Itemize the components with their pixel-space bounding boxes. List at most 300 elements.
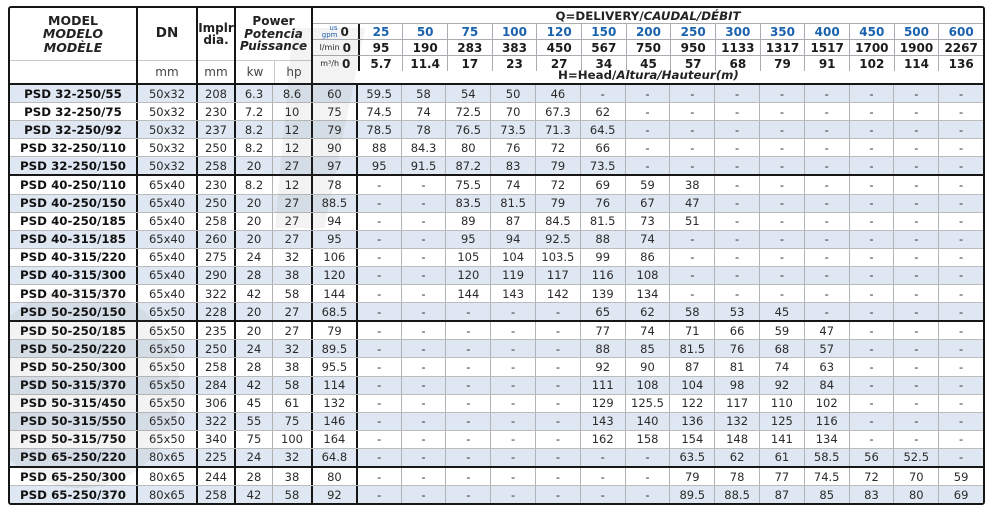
head-value-cell: - xyxy=(490,322,535,339)
model-cell: PSD 65-250/300 xyxy=(20,469,126,484)
head-value-cell: - xyxy=(804,103,849,120)
head-value-cell: - xyxy=(625,486,670,503)
delivery-value: 0 xyxy=(342,40,352,55)
table-row xyxy=(10,486,983,503)
delivery-header-cell xyxy=(849,24,894,39)
head-value-cell: - xyxy=(938,377,983,394)
head-value-cell: 104 xyxy=(490,249,535,266)
delivery-header-cell xyxy=(760,40,805,55)
head-value-cell: - xyxy=(938,176,983,193)
head-value-cell: - xyxy=(714,285,759,302)
delivery-header-cell xyxy=(358,56,403,71)
delivery-value: 75 xyxy=(461,24,479,39)
head-value-cell: - xyxy=(356,486,401,503)
delivery-header-cell xyxy=(670,40,715,55)
head-value-cell: 79 xyxy=(669,468,714,485)
head-value-cell: 59 xyxy=(938,468,983,485)
impeller-dia-cell: 258 xyxy=(196,157,234,174)
delivery-value: 383 xyxy=(501,40,528,55)
delivery-header-cell xyxy=(447,24,492,39)
head-value-cell: 72 xyxy=(535,139,580,156)
power-label-fr: Puissance xyxy=(239,39,308,54)
head-value-cell: 116 xyxy=(804,413,849,430)
power-hp-cell: 10 xyxy=(272,103,311,120)
power-hp-cell: 32 xyxy=(272,449,311,466)
head-value-cell: 143 xyxy=(580,413,625,430)
power-hp-cell: 27 xyxy=(272,231,311,248)
head-value-cell: 67.3 xyxy=(535,103,580,120)
head-value-cell: - xyxy=(625,103,670,120)
head-value-cell: - xyxy=(535,431,580,448)
delivery-header-cell xyxy=(760,24,805,39)
head-value-cell: - xyxy=(625,157,670,174)
head-value-cell: - xyxy=(535,358,580,375)
model-cell: PSD 65-250/370 xyxy=(20,487,126,502)
head-value-cell: 95 xyxy=(356,157,401,174)
head-value-cell: - xyxy=(938,322,983,339)
head-value-cell: 81 xyxy=(714,358,759,375)
delivery-header-cell xyxy=(894,24,939,39)
delivery-header-cell xyxy=(581,24,626,39)
head-value-cell: - xyxy=(849,303,894,320)
head-value-cell: - xyxy=(849,267,894,284)
dn-cell: 65x50 xyxy=(136,340,196,357)
model-cell: PSD 50-250/150 xyxy=(20,304,126,319)
head-value-cell: - xyxy=(849,121,894,138)
head-value-cell: 71 xyxy=(669,322,714,339)
head-value-cell: 120 xyxy=(445,267,490,284)
impeller-dia-cell: 244 xyxy=(196,468,234,485)
head-value-cell: - xyxy=(893,176,938,193)
table-row xyxy=(10,195,983,213)
delivery-value: 190 xyxy=(412,40,438,55)
delivery-header-cell xyxy=(536,24,581,39)
head-value-cell: 69 xyxy=(938,486,983,503)
head-value-cell: - xyxy=(401,468,446,485)
head-value-cell: - xyxy=(893,285,938,302)
head-value-cell: - xyxy=(401,377,446,394)
delivery-value: 950 xyxy=(680,40,706,55)
head-value-cell: 61 xyxy=(759,449,804,466)
delivery-header-cell xyxy=(715,40,760,55)
power-kw-cell: 20 xyxy=(234,322,272,339)
head-value-cell: - xyxy=(669,157,714,174)
impeller-dia-cell: 250 xyxy=(196,340,234,357)
head-value-cell: 139 xyxy=(580,285,625,302)
power-hp-cell: 27 xyxy=(272,303,311,320)
head-value-cell: - xyxy=(849,413,894,430)
power-hp-cell: 32 xyxy=(272,249,311,266)
dn-cell: 65x50 xyxy=(136,413,196,430)
impeller-dia-cell: 275 xyxy=(196,249,234,266)
head-value-cell: 106 xyxy=(311,249,356,266)
head-value-cell: 102 xyxy=(804,395,849,412)
table-row xyxy=(10,340,983,358)
dn-cell: 65x40 xyxy=(136,176,196,193)
head-value-cell: 67 xyxy=(625,195,670,212)
head-value-cell: - xyxy=(535,303,580,320)
head-value-cell: - xyxy=(714,157,759,174)
header-delivery xyxy=(311,8,983,83)
delivery-header-cell xyxy=(626,24,671,39)
head-value-cell: - xyxy=(804,213,849,230)
table-row xyxy=(10,267,983,285)
table-header xyxy=(10,8,983,85)
head-value-cell: - xyxy=(445,413,490,430)
head-value-cell: - xyxy=(804,303,849,320)
head-value-cell: - xyxy=(714,249,759,266)
head-value-cell: - xyxy=(893,303,938,320)
delivery-header-cell xyxy=(804,24,849,39)
us-gpm-unit-label: us gpm xyxy=(321,24,338,39)
head-value-cell: - xyxy=(625,85,670,102)
head-value-cell: - xyxy=(849,176,894,193)
head-value-cell: 60 xyxy=(311,85,356,102)
delivery-value: 34 xyxy=(595,56,613,71)
head-value-cell: 85 xyxy=(804,486,849,503)
head-value-cell: - xyxy=(356,322,401,339)
head-value-cell: - xyxy=(356,431,401,448)
table-row xyxy=(10,413,983,431)
head-value-cell: 125 xyxy=(759,413,804,430)
dn-cell: 65x40 xyxy=(136,285,196,302)
head-value-cell: 144 xyxy=(445,285,490,302)
head-value-cell: - xyxy=(669,231,714,248)
head-value-cell: 76 xyxy=(714,340,759,357)
head-value-cell: - xyxy=(356,249,401,266)
delivery-header-cell xyxy=(894,40,939,55)
head-value-cell: 66 xyxy=(714,322,759,339)
table-row xyxy=(10,303,983,322)
delivery-value: 1317 xyxy=(765,40,800,55)
head-value-cell: 72 xyxy=(535,176,580,193)
impeller-unit: mm xyxy=(204,65,228,79)
delivery-header-cell xyxy=(938,56,983,71)
head-value-cell: 88 xyxy=(356,139,401,156)
head-value-cell: - xyxy=(893,377,938,394)
delivery-value: 1517 xyxy=(810,40,844,55)
head-value-cell: 132 xyxy=(714,413,759,430)
delivery-header-cell xyxy=(894,56,939,71)
delivery-header-cell xyxy=(313,40,358,55)
head-value-cell: 94 xyxy=(311,213,356,230)
head-value-cell: - xyxy=(938,157,983,174)
head-value-cell: - xyxy=(938,249,983,266)
head-value-cell: 66 xyxy=(580,139,625,156)
head-value-cell: 77 xyxy=(580,322,625,339)
power-hp-cell: 58 xyxy=(272,377,311,394)
head-value-cell: 108 xyxy=(625,377,670,394)
head-value-cell: 87 xyxy=(669,358,714,375)
model-cell: PSD 32-250/75 xyxy=(24,104,122,119)
delivery-header-cell xyxy=(804,56,849,71)
head-value-cell: 87 xyxy=(759,486,804,503)
table-row xyxy=(10,103,983,121)
delivery-value: 79 xyxy=(774,56,791,71)
model-label-es: MODELO xyxy=(42,26,104,42)
head-value-cell: - xyxy=(580,486,625,503)
head-value-cell: 59.5 xyxy=(356,85,401,102)
head-value-cell: 68 xyxy=(759,340,804,357)
head-value-cell: - xyxy=(401,340,446,357)
head-value-cell: 73.5 xyxy=(580,157,625,174)
header-impeller-dia xyxy=(196,8,234,83)
head-value-cell: 76.5 xyxy=(445,121,490,138)
dn-cell: 65x50 xyxy=(136,303,196,320)
power-kw-cell: 45 xyxy=(234,395,272,412)
head-value-cell: - xyxy=(893,431,938,448)
head-value-cell: 79 xyxy=(535,195,580,212)
head-value-cell: 117 xyxy=(714,395,759,412)
head-value-cell: - xyxy=(893,139,938,156)
impeller-dia-cell: 225 xyxy=(196,449,234,466)
head-value-cell: - xyxy=(490,340,535,357)
head-value-cell: 89 xyxy=(445,213,490,230)
head-value-cell: - xyxy=(401,195,446,212)
delivery-header-cell xyxy=(938,40,983,55)
head-value-cell: - xyxy=(759,285,804,302)
model-cell: PSD 40-250/150 xyxy=(20,196,126,211)
head-value-cell: 99 xyxy=(580,249,625,266)
head-value-cell: 88.5 xyxy=(714,486,759,503)
head-value-cell: - xyxy=(356,195,401,212)
head-value-cell: - xyxy=(490,413,535,430)
head-value-cell: - xyxy=(401,395,446,412)
table-row xyxy=(10,431,983,449)
impeller-dia-cell: 306 xyxy=(196,395,234,412)
head-value-cell: 78 xyxy=(714,468,759,485)
head-value-cell: 62 xyxy=(714,449,759,466)
delivery-value: 23 xyxy=(506,56,523,71)
power-hp-cell: 58 xyxy=(272,486,311,503)
head-value-cell: 148 xyxy=(714,431,759,448)
head-value-cell: - xyxy=(849,395,894,412)
head-value-cell: - xyxy=(490,358,535,375)
delivery-value: 250 xyxy=(680,24,706,39)
head-value-cell: - xyxy=(804,285,849,302)
power-hp-cell: 12 xyxy=(272,121,311,138)
delivery-value: 450 xyxy=(546,40,572,55)
delivery-header-cell xyxy=(581,40,626,55)
head-value-cell: - xyxy=(356,358,401,375)
impeller-dia-cell: 258 xyxy=(196,358,234,375)
dn-cell: 80x65 xyxy=(136,468,196,485)
head-value-cell: 158 xyxy=(625,431,670,448)
head-value-cell: 92 xyxy=(759,377,804,394)
head-value-cell: - xyxy=(759,121,804,138)
model-cell: PSD 40-315/185 xyxy=(20,232,126,247)
head-value-cell: 90 xyxy=(311,139,356,156)
power-hp-cell: 38 xyxy=(272,358,311,375)
head-value-cell: - xyxy=(804,195,849,212)
head-value-cell: - xyxy=(490,431,535,448)
head-title-en: H=Head/ xyxy=(558,68,617,82)
delivery-value: 600 xyxy=(948,24,974,39)
head-value-cell: - xyxy=(356,285,401,302)
head-value-cell: 63 xyxy=(804,358,849,375)
head-value-cell: - xyxy=(893,85,938,102)
power-hp-cell: 27 xyxy=(272,157,311,174)
power-kw-cell: 8.2 xyxy=(234,176,272,193)
head-value-cell: 58 xyxy=(401,85,446,102)
power-hp-cell: 61 xyxy=(272,395,311,412)
head-value-cell: - xyxy=(580,468,625,485)
head-value-cell: 98 xyxy=(714,377,759,394)
head-value-cell: 59 xyxy=(759,322,804,339)
head-value-cell: 146 xyxy=(311,413,356,430)
lmin-values-row xyxy=(313,40,983,56)
impeller-dia-cell: 250 xyxy=(196,195,234,212)
head-value-cell: 122 xyxy=(669,395,714,412)
head-value-cell: - xyxy=(535,486,580,503)
dn-cell: 65x40 xyxy=(136,195,196,212)
head-value-cell: 65 xyxy=(580,303,625,320)
head-value-cell: - xyxy=(759,267,804,284)
head-value-cell: - xyxy=(445,395,490,412)
dn-cell: 65x40 xyxy=(136,213,196,230)
dn-cell: 80x65 xyxy=(136,449,196,466)
head-value-cell: 143 xyxy=(490,285,535,302)
delivery-header-cell xyxy=(760,56,805,71)
head-value-cell: 85 xyxy=(625,340,670,357)
model-cell: PSD 50-250/220 xyxy=(20,341,126,356)
head-value-cell: 86 xyxy=(625,249,670,266)
head-value-cell: 52.5 xyxy=(893,449,938,466)
head-value-cell: - xyxy=(714,213,759,230)
head-value-cell: 38 xyxy=(669,176,714,193)
delivery-value: 102 xyxy=(859,56,885,71)
head-value-cell: 58 xyxy=(669,303,714,320)
delivery-value: 150 xyxy=(591,24,617,39)
head-value-cell: - xyxy=(849,249,894,266)
power-hp-cell: 38 xyxy=(272,267,311,284)
power-kw-cell: 42 xyxy=(234,486,272,503)
power-kw-cell: 55 xyxy=(234,413,272,430)
head-value-cell: - xyxy=(356,231,401,248)
head-value-cell: - xyxy=(893,322,938,339)
head-value-cell: - xyxy=(535,395,580,412)
head-value-cell: - xyxy=(669,103,714,120)
head-value-cell: 119 xyxy=(490,267,535,284)
head-value-cell: - xyxy=(401,249,446,266)
delivery-title-en: Q=DELIVERY/ xyxy=(555,8,644,23)
head-value-cell: 136 xyxy=(669,413,714,430)
delivery-header-cell xyxy=(670,24,715,39)
power-hp-cell: 32 xyxy=(272,340,311,357)
delivery-header-cell xyxy=(402,56,447,71)
delivery-value: 95 xyxy=(372,40,390,55)
head-value-cell: 105 xyxy=(445,249,490,266)
head-value-cell: - xyxy=(356,340,401,357)
model-cell: PSD 40-315/370 xyxy=(20,286,126,301)
head-value-cell: - xyxy=(759,213,804,230)
delivery-value: 68 xyxy=(729,56,747,71)
impeller-dia-cell: 237 xyxy=(196,121,234,138)
head-value-cell: - xyxy=(401,285,446,302)
head-value-cell: - xyxy=(714,139,759,156)
delivery-header-cell xyxy=(804,40,849,55)
table-row xyxy=(10,139,983,157)
power-hp-cell: 27 xyxy=(272,213,311,230)
head-value-cell: 84.3 xyxy=(401,139,446,156)
head-value-cell: - xyxy=(356,468,401,485)
power-hp-cell: 12 xyxy=(272,139,311,156)
head-value-cell: 134 xyxy=(804,431,849,448)
head-value-cell: 56 xyxy=(849,449,894,466)
head-value-cell: 70 xyxy=(490,103,535,120)
head-value-cell: 80 xyxy=(311,468,356,485)
head-value-cell: - xyxy=(714,121,759,138)
head-value-cell: - xyxy=(893,249,938,266)
power-kw-cell: 24 xyxy=(234,449,272,466)
head-value-cell: - xyxy=(804,249,849,266)
delivery-header-cell xyxy=(447,56,492,71)
head-value-cell: - xyxy=(445,303,490,320)
impeller-dia-cell: 290 xyxy=(196,267,234,284)
head-value-cell: - xyxy=(804,139,849,156)
head-value-cell: - xyxy=(893,231,938,248)
impeller-dia-cell: 230 xyxy=(196,176,234,193)
head-value-cell: - xyxy=(625,449,670,466)
head-value-cell: - xyxy=(759,139,804,156)
delivery-value: 0 xyxy=(342,56,351,71)
head-value-cell: - xyxy=(625,468,670,485)
head-value-cell: - xyxy=(535,322,580,339)
head-value-cell: - xyxy=(804,121,849,138)
power-hp-cell: 38 xyxy=(272,468,311,485)
head-value-cell: 76 xyxy=(580,195,625,212)
head-value-cell: 140 xyxy=(625,413,670,430)
head-value-cell: - xyxy=(401,231,446,248)
head-value-cell: - xyxy=(535,377,580,394)
model-cell: PSD 50-315/750 xyxy=(20,432,126,447)
head-value-cell: 84 xyxy=(804,377,849,394)
head-value-cell: - xyxy=(938,395,983,412)
dn-cell: 65x40 xyxy=(136,249,196,266)
head-title xyxy=(558,68,739,82)
head-value-cell: 72 xyxy=(849,468,894,485)
impeller-dia-cell: 258 xyxy=(196,486,234,503)
table-row xyxy=(10,395,983,413)
head-value-cell: - xyxy=(714,231,759,248)
model-cell: PSD 50-250/185 xyxy=(20,323,126,338)
head-value-cell: - xyxy=(535,413,580,430)
power-hp-cell: 12 xyxy=(272,176,311,193)
head-value-cell: - xyxy=(490,486,535,503)
impeller-dia-cell: 230 xyxy=(196,103,234,120)
power-label-es: Potencia xyxy=(244,26,303,41)
head-value-cell: - xyxy=(893,340,938,357)
head-value-cell: 103.5 xyxy=(535,249,580,266)
head-value-cell: - xyxy=(804,267,849,284)
head-value-cell: 117 xyxy=(535,267,580,284)
head-value-cell: 144 xyxy=(311,285,356,302)
head-value-cell: - xyxy=(490,449,535,466)
head-value-cell: 95 xyxy=(445,231,490,248)
head-value-cell: 134 xyxy=(625,285,670,302)
dn-label: DN xyxy=(155,25,179,42)
head-value-cell: - xyxy=(849,340,894,357)
table-row xyxy=(10,249,983,267)
head-value-cell: - xyxy=(625,139,670,156)
power-kw-cell: 20 xyxy=(234,213,272,230)
head-value-cell: - xyxy=(401,431,446,448)
head-value-cell: - xyxy=(714,85,759,102)
head-value-cell: 92 xyxy=(311,486,356,503)
impeller-label-1: Implr xyxy=(198,20,234,35)
head-value-cell: - xyxy=(938,340,983,357)
head-value-cell: 68.5 xyxy=(311,303,356,320)
